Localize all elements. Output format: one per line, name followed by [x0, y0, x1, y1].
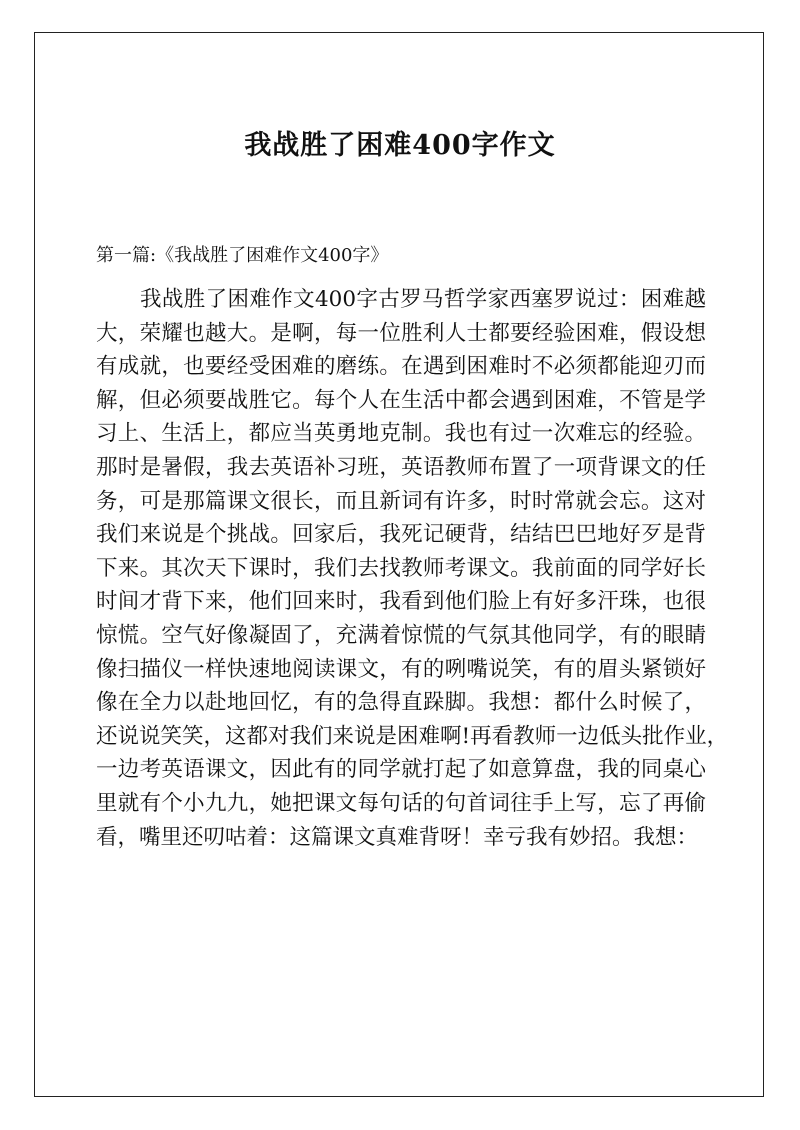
body-line: 还说说笑笑，这都对我们来说是困难啊!再看教师一边低头批作业， — [96, 723, 729, 749]
body-line: 习上、生活上，都应当英勇地克制。我也有过一次难忘的经验。 — [96, 421, 706, 447]
body-text — [96, 283, 729, 854]
body-line: 我们来说是个挑战。回家后，我死记硬背，结结巴巴地好歹是背 — [96, 522, 706, 548]
body-line: 解，但必须要战胜它。每个人在生活中都会遇到困难，不管是学 — [96, 387, 706, 413]
body-line: 我战胜了困难作文400字古罗马哲学家西塞罗说过：困难越 — [140, 287, 706, 312]
body-line: 里就有个小九九，她把课文每句话的句首词往手上写，忘了再偷 — [96, 790, 706, 816]
body-line: 像扫描仪一样快速地阅读课文，有的咧嘴说笑，有的眉头紧锁好 — [96, 656, 706, 682]
body-line: 下来。其次天下课时，我们去找教师考课文。我前面的同学好长 — [96, 555, 706, 581]
body-line: 像在全力以赴地回忆，有的急得直跺脚。我想：都什么时候了， — [96, 690, 706, 716]
body-line: 务，可是那篇课文很长，而且新词有许多，时时常就会忘。这对 — [96, 488, 706, 514]
body-line: 那时是暑假，我去英语补习班，英语教师布置了一项背课文的任 — [96, 454, 706, 480]
body-line: 大，荣耀也越大。是啊，每一位胜利人士都要经验困难，假设想 — [96, 320, 706, 346]
body-line: 一边考英语课文，因此有的同学就打起了如意算盘，我的同桌心 — [96, 757, 706, 783]
body-line: 惊慌。空气好像凝固了，充满着惊慌的气氛其他同学，有的眼睛 — [96, 622, 706, 648]
body-line: 时间才背下来，他们回来时，我看到他们脸上有好多汗珠，也很 — [96, 589, 706, 615]
body-line: 看，嘴里还叨咕着：这篇课文真难背呀！幸亏我有妙招。我想： — [96, 824, 699, 850]
section-heading: 第一篇:《我战胜了困难作文400字》 — [96, 245, 389, 266]
document-title: 我战胜了困难400字作文 — [244, 130, 556, 161]
body-line: 有成就，也要经受困难的磨练。在遇到困难时不必须都能迎刃而 — [96, 354, 706, 380]
